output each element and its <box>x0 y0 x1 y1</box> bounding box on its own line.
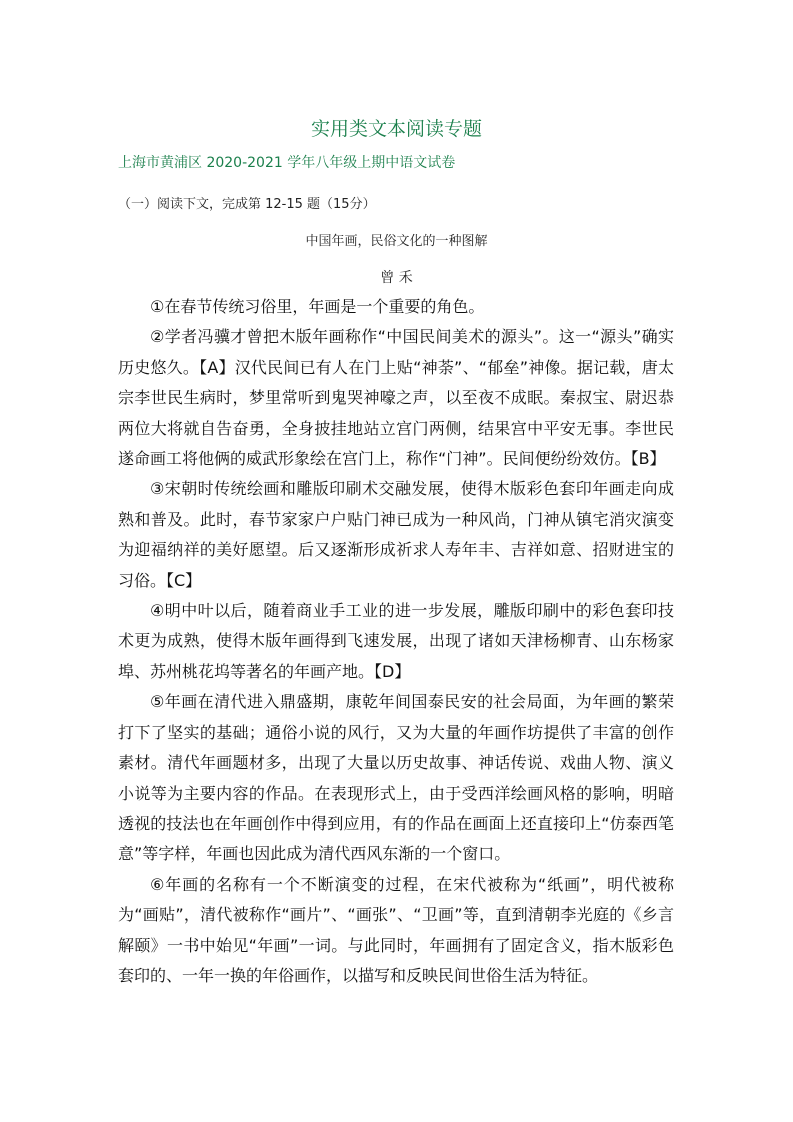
page-title: 实用类文本阅读专题 <box>310 118 482 140</box>
paragraph-4: ④明中叶以后，随着商业手工业的进一步发展，雕版印刷中的彩色套印技术更为成熟，使得木版年画得到飞速发展，出现了诸如天津杨柳青、山东杨家埠、苏州桃花坞等著名的年画产地。【D】 <box>118 601 674 681</box>
paragraph-3: ③宋朝时传统绘画和雕版印刷术交融发展，使得木版彩色套印年画走向成熟和普及。此时，春节家家户户贴门神已成为一种风尚，门神从镇宅消灾演变为迎福纳祥的美好愿望。后又逐渐形成祈求人寿年丰、吉祥如意、招财进宝的习俗。【C】 <box>118 479 674 590</box>
paragraph-1: ①在春节传统习俗里，年画是一个重要的角色。 <box>150 297 485 316</box>
paragraph-5: ⑤年画在清代进入鼎盛期，康乾年间国泰民安的社会局面，为年画的繁荣打下了坚实的基础；通俗小说的风行，又为大量的年画作坊提供了丰富的创作素材。清代年画题材多，出现了大量以历史故事、神话传说、戏曲人物、演义小说等为主要内容的作品。在表现形式上，由于受西洋绘画风格的影响，明暗透视的技法也在年画创作中得到应用，有的作品在画面上还直接印上“仿泰西笔意”等字样，年画也因此成为清代西风东渐的一个窗口。 <box>118 692 674 864</box>
article-title: 中国年画，民俗文化的一种图解 <box>305 234 488 249</box>
article-body <box>118 292 674 991</box>
exam-source: 上海市黄浦区 2020-2021 学年八年级上期中语文试卷 <box>118 155 456 171</box>
paragraph-6: ⑥年画的名称有一个不断演变的过程，在宋代被称为“纸画”，明代被称为“画贴”，清代被称作“画片”、“画张”、“卫画”等，直到清朝李光庭的《乡言解颐》一书中始见“年画”一词。与此同时，年画拥有了固定含义，指木版彩色套印的、一年一换的年俗画作，以描写和反映民间世俗生活为特征。 <box>118 874 674 985</box>
section-instruction: （一）阅读下文，完成第 12-15 题（15分） <box>118 197 376 212</box>
paragraph-2: ②学者冯骥才曾把木版年画称作“中国民间美术的源头”。这一“源头”确实历史悠久。【A】汉代民间已有人在门上贴“神荼”、“郁垒”神像。据记载，唐太宗李世民生病时，梦里常听到鬼哭神嚎之声，以至夜不成眠。秦叔宝、尉迟恭两位大将就自告奋勇，全身披挂地站立宫门两侧，结果宫中平安无事。李世民遂命画工将他俩的威武形象绘在宫门上，称作“门神”。民间便纷纷效仿。【B】 <box>118 327 674 469</box>
article-author: 曾 禾 <box>380 270 413 286</box>
